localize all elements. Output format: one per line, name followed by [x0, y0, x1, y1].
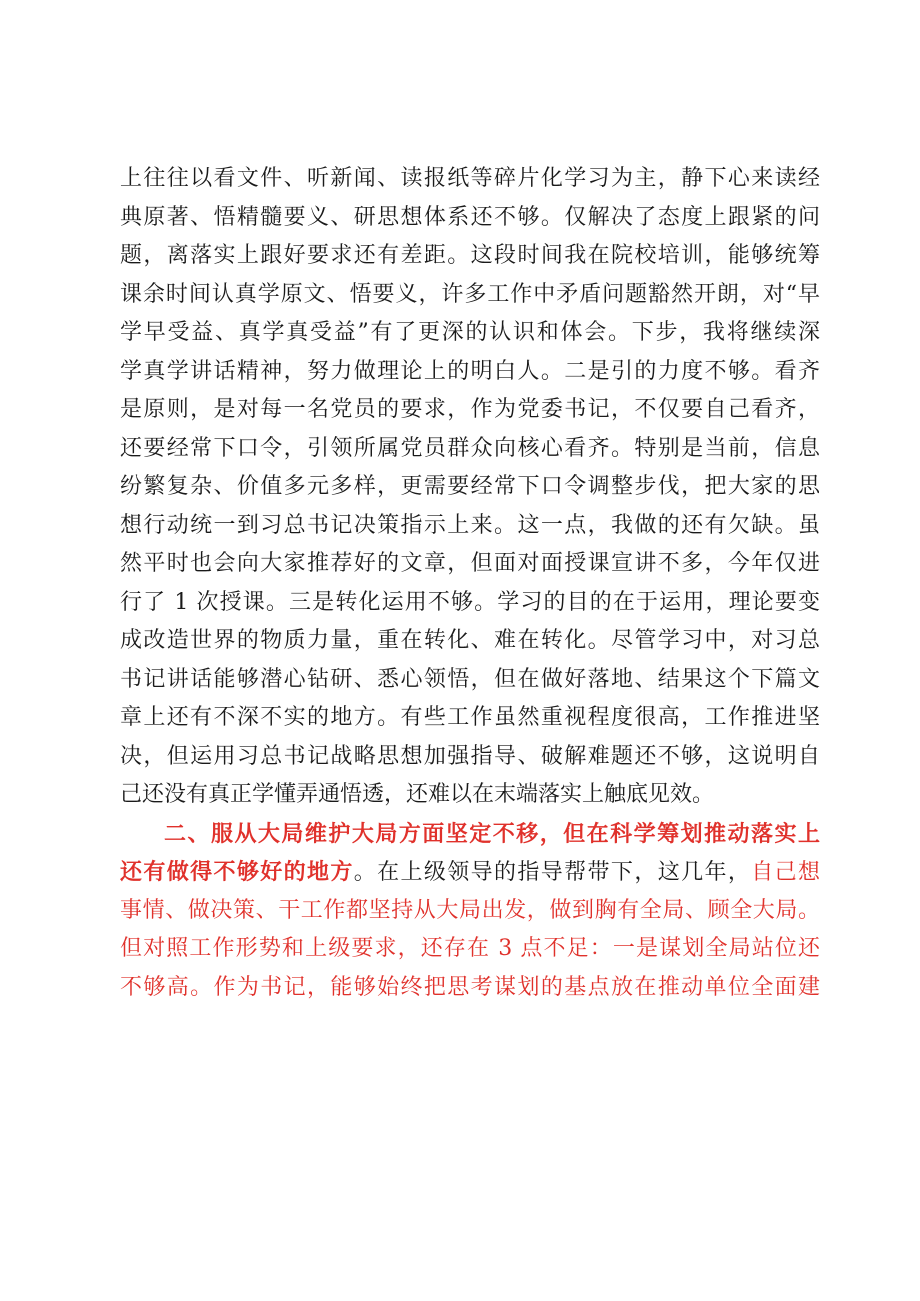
text-line: 上往往以看文件、听新闻、读报纸等碎片化学习为主，静下心来读经: [120, 166, 820, 191]
text-line: 决，但运用习总书记战略思想加强指导、破解难题还不够，这说明自: [120, 743, 820, 769]
text-line: 典原著、悟精髓要义、研思想体系还不够。仅解决了态度上跟紧的问: [120, 204, 820, 230]
text-line: 想行动统一到习总书记决策指示上来。这一点，我做的还有欠缺。虽: [120, 512, 820, 538]
highlighted-text-line: 但对照工作形势和上级要求，还存在 3 点不足：一是谋划全局站位还: [120, 936, 820, 961]
highlighted-text-line: 不够高。作为书记，能够始终把思考谋划的基点放在推动单位全面建: [120, 974, 820, 1000]
text-segment: 。在上级领导的指导帮带下，这几年，: [353, 860, 752, 885]
document-body: [120, 160, 820, 1007]
highlighted-text-segment: 自己想: [751, 860, 820, 885]
text-line: 成改造世界的物质力量，重在转化、难在转化。尽管学习中，对习总: [120, 628, 820, 653]
text-line: 章上还有不深不实的地方。有些工作虽然重视程度很高，工作推进坚: [120, 705, 820, 730]
section-heading-tail: 还有做得不够好的地方: [120, 859, 354, 885]
text-line: 然平时也会向大家推荐好的文章，但面对面授课宣讲不多，今年仅进: [120, 551, 820, 576]
paragraph-2: [120, 815, 820, 1008]
highlighted-text-line: 事情、做决策、干工作都坚持从大局出发，做到胸有全局、顾全大局。: [120, 897, 820, 923]
text-line: 纷繁复杂、价值多元多样，更需要经常下口令调整步伐，把大家的思: [120, 474, 820, 499]
text-line: 行了 1 次授课。三是转化运用不够。学习的目的在于运用，理论要变: [120, 589, 820, 615]
text-line: 题，离落实上跟好要求还有差距。这段时间我在院校培训，能够统筹: [120, 243, 820, 268]
paragraph-1: [120, 160, 820, 815]
text-line-mixed: [120, 853, 820, 892]
section-heading-line: 二、服从大局维护大局方面坚定不移，但在科学筹划推动落实上: [164, 820, 820, 847]
text-line: 课余时间认真学原文、悟要义，许多工作中矛盾问题豁然开朗，对“早: [120, 281, 820, 307]
text-line: 还要经常下口令，引领所属党员群众向核心看齐。特别是当前，信息: [120, 435, 820, 461]
text-line: 是原则，是对每一名党员的要求，作为党委书记，不仅要自己看齐，: [120, 397, 820, 422]
text-line: 书记讲话能够潜心钻研、悉心领悟，但在做好落地、结果这个下篇文: [120, 666, 820, 692]
text-line: 学早受益、真学真受益”有了更深的认识和体会。下步，我将继续深: [120, 320, 820, 345]
text-line: 学真学讲话精神，努力做理论上的明白人。二是引的力度不够。看齐: [120, 358, 820, 384]
text-line: 己还没有真正学懂弄通悟透，还难以在末端落实上触底见效。: [120, 782, 715, 807]
